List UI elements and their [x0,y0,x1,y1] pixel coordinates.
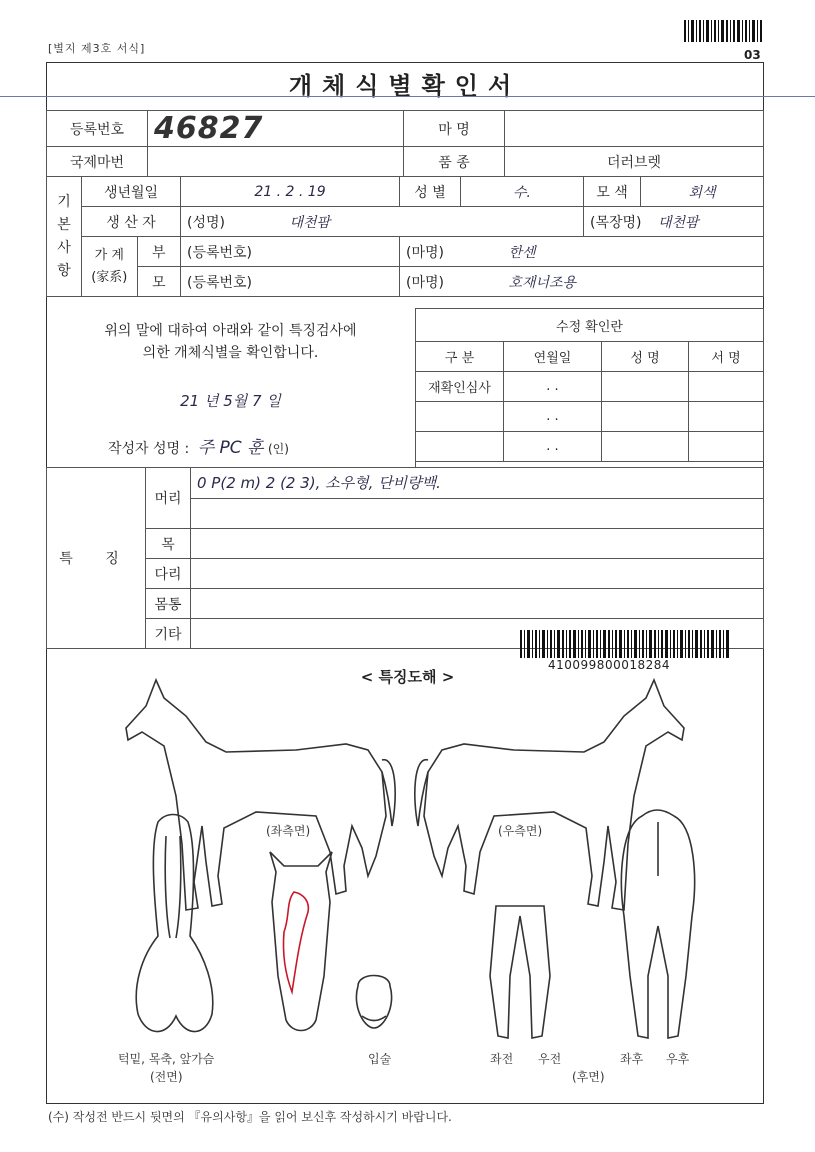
feature-legs-label: 다리 [146,559,191,589]
intl-no-label: 국제마번 [47,147,148,177]
farm-value: 대천팜 [657,214,699,231]
sire-name-label: (마명) [406,244,444,261]
confirmation-statement [46,308,416,468]
lips-view [356,976,391,1029]
feature-body-value [191,589,764,619]
sire-name-cell [400,237,764,267]
dam-name-label: (마명) [406,274,444,291]
right-rear-label: 우후 [666,1052,690,1066]
statement-line1: 위의 말에 대하여 아래와 같이 특징검사에 [104,323,357,339]
right-front-label: 우전 [538,1052,562,1066]
document-title: 개체식별확인서 [288,72,522,100]
sex-label: 성 별 [400,177,461,207]
receipt-row-date: . . [504,372,602,402]
producer-name-value: 대천팜 [289,214,331,231]
basic-info-table [46,176,764,297]
lips-label: 입술 [368,1052,392,1066]
sire-name-value: 한센 [508,244,536,261]
receipt-header-date: 연월일 [504,342,602,372]
left-front-label: 좌전 [490,1052,514,1066]
statement-line2: 의한 개체식별을 확인합니다. [142,345,319,361]
sire-reg-label: (등록번호) [181,237,400,267]
horse-name-label: 마 명 [404,111,505,147]
feature-neck-value [191,529,764,559]
receipt-header-type: 구 분 [416,342,504,372]
right-side-horse [415,680,684,910]
footer-note: (수) 작성전 반드시 뒷면의 『유의사항』을 읽어 보신후 작성하시기 바랍니다. [48,1110,452,1124]
top-barcode [684,20,762,42]
receipt-row-type [416,432,504,462]
sire-label: 부 [137,237,180,267]
receipt-table [415,308,764,462]
reg-no-label: 등록번호 [47,111,148,147]
dam-label: 모 [137,267,180,297]
left-rear-label: 좌후 [620,1052,644,1066]
lineage-label: 가 계 (家系) [82,237,138,297]
feature-head-extra [191,498,764,529]
dam-reg-label: (등록번호) [181,267,400,297]
receipt-row-sign [689,432,764,462]
feature-body-label: 몸통 [146,589,191,619]
dam-name-value: 호재너조용 [508,274,577,291]
front-legs-view [490,906,550,1038]
features-table [46,467,764,649]
receipt-row-type: 재확인심사 [416,372,504,402]
intl-no-value [148,147,404,177]
front-caption: 턱밑, 목축, 앞가슴 [118,1052,215,1066]
right-side-label: (우측면) [498,824,543,838]
front-head-view [270,852,332,1031]
receipt-header-name: 성 명 [602,342,689,372]
form-reference: [별지 제3호 서식] [48,42,146,55]
horse-name-value [505,111,764,147]
feature-head-label: 머리 [146,468,191,529]
receipt-row-date: . . [504,402,602,432]
feature-legs-value [191,559,764,589]
sex-value: 수. [461,177,584,207]
producer-name-label: (성명) [187,214,225,231]
receipt-row-name [602,432,689,462]
features-section-label: 특 징 [47,468,146,649]
scan-line [0,96,815,97]
birth-label: 생년월일 [82,177,181,207]
front-neck-view [136,815,213,1032]
barcode-number: 410099800018284 [548,658,671,672]
breed-value: 더러브렛 [505,147,764,177]
dam-name-cell [400,267,764,297]
receipt-row-name [602,372,689,402]
farm-label: (목장명) [590,214,642,231]
receipt-row-sign [689,372,764,402]
author-value: 주 PC 훈 [197,438,264,458]
breed-label: 품 종 [404,147,505,177]
feature-other-label: 기타 [146,619,191,649]
receipt-row-type [416,402,504,432]
horse-diagram [46,676,764,1096]
feature-head-value: 0 P(2 m) 2 (2 3), 소우형, 단비량백. [191,468,764,499]
receipt-header-sign: 서 명 [689,342,764,372]
diagram-title: < 특징도해 > [360,668,455,686]
receipt-row-sign [689,402,764,432]
seal-mark: (인) [267,442,289,456]
producer-cell [181,207,584,237]
receipt-row-date: . . [504,432,602,462]
birth-value: 21 . 2 . 19 [181,177,400,207]
head-marking [283,892,308,992]
feature-neck-label: 목 [146,529,191,559]
rear-view [621,810,694,1038]
confirm-date: 21 년 5월 7 일 [180,392,281,410]
front-label: (전면) [150,1070,183,1084]
page-number: 03 [744,48,761,62]
reg-no-value: 46827 [154,111,264,146]
author-label: 작성자 성명 : [108,441,190,457]
basic-section-label: 기 본 사 항 [47,177,82,297]
left-side-label: (좌측면) [266,824,311,838]
left-side-horse [126,680,395,910]
farm-cell [584,207,764,237]
receipt-row-name [602,402,689,432]
rear-label: (후면) [572,1070,605,1084]
receipt-title: 수정 확인란 [416,309,764,342]
registration-table [46,110,764,177]
sticker-barcode [520,630,730,658]
color-label: 모 색 [584,177,641,207]
producer-label: 생 산 자 [82,207,181,237]
color-value: 회색 [641,177,764,207]
